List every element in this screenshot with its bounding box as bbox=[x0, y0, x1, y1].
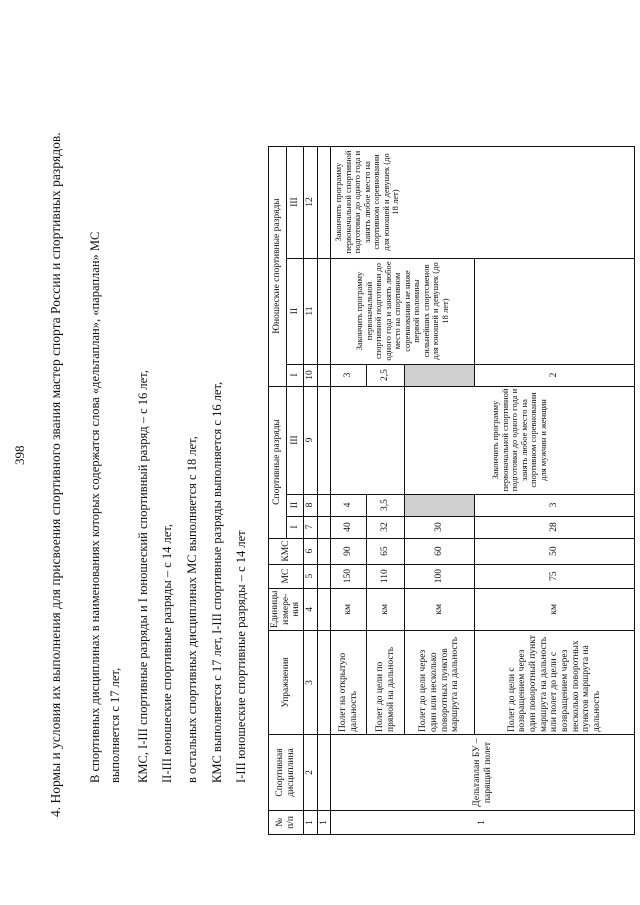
rank-2-shaded-cell bbox=[405, 494, 475, 516]
col-number-3: 3 bbox=[303, 631, 317, 735]
header-rank-1: I bbox=[287, 516, 303, 538]
section-empty bbox=[317, 735, 331, 811]
paragraph-1-continued: выполняется с 17 лет, bbox=[108, 667, 122, 783]
youth-1-cell: 2,5 bbox=[367, 364, 405, 386]
section-empty bbox=[317, 588, 331, 630]
kms-cell: 90 bbox=[331, 538, 367, 564]
rank-3-condition: Закончить программу первоначальной спортивной подготовки до одного года и занять любое место на спортивном соревновании для мужчин и женщин bbox=[405, 386, 635, 494]
youth-1-cell: 2 bbox=[475, 364, 635, 386]
section-empty bbox=[317, 538, 331, 564]
col-number-2: 2 bbox=[303, 735, 317, 811]
unit-cell: км bbox=[475, 588, 635, 630]
ms-cell: 150 bbox=[331, 564, 367, 588]
youth-1-shaded-cell bbox=[405, 364, 475, 386]
header-exercises: Упражнения bbox=[269, 631, 304, 735]
unit-cell: км bbox=[405, 588, 475, 630]
header-ms: МС bbox=[269, 564, 304, 588]
header-youth-ranks: Юношеские спортивные разряды bbox=[269, 146, 287, 386]
rank-2-cell: 3,5 bbox=[367, 494, 405, 516]
col-number-7: 7 bbox=[303, 516, 317, 538]
rank-2-cell: 3 bbox=[475, 494, 635, 516]
rank-1-cell: 40 bbox=[331, 516, 367, 538]
ms-cell: 110 bbox=[367, 564, 405, 588]
row-number: 1 bbox=[331, 811, 635, 835]
exercise-cell: Полет на открытую дальность bbox=[331, 631, 367, 735]
section-empty bbox=[317, 364, 331, 386]
kms-cell: 65 bbox=[367, 538, 405, 564]
rank-3-empty bbox=[331, 386, 405, 494]
header-kms: КМС bbox=[269, 538, 304, 564]
header-youth-3: III bbox=[287, 146, 303, 258]
unit-cell: км bbox=[367, 588, 405, 630]
section-empty bbox=[317, 258, 331, 364]
header-rank-3: III bbox=[287, 386, 303, 494]
col-number-11: 11 bbox=[303, 258, 317, 364]
exercise-cell: Полет до цели с возвращением через один поворотный пункт маршрута на дальность или полет до цели с возвращением через несколько поворотных пунктов маршрута на дальность bbox=[475, 631, 635, 735]
norms-table bbox=[268, 146, 635, 835]
col-number-5: 5 bbox=[303, 564, 317, 588]
section-empty bbox=[317, 146, 331, 258]
section-empty bbox=[317, 631, 331, 735]
discipline-cell: Дельтаплан БУ – парящий полет bbox=[331, 735, 635, 811]
col-number-9: 9 bbox=[303, 386, 317, 494]
ms-cell: 100 bbox=[405, 564, 475, 588]
rank-1-cell: 32 bbox=[367, 516, 405, 538]
header-youth-1: I bbox=[287, 364, 303, 386]
paragraph-4: в остальных спортивных дисциплинах МС выполняется с 18 лет, bbox=[185, 436, 199, 783]
youth-1-cell: 3 bbox=[331, 364, 367, 386]
header-num: № п/п bbox=[269, 811, 304, 835]
section-empty bbox=[317, 494, 331, 516]
col-number-10: 10 bbox=[303, 364, 317, 386]
exercise-cell: Полет до цели по прямой на дальность bbox=[367, 631, 405, 735]
youth-3-condition: Закончить программу первоначальной спортивной подготовки до одного года и занять любое место на спортивном соревновании для юношей и девушек (до 18 лет) bbox=[331, 146, 635, 258]
header-units: Единицы измере-ния bbox=[269, 588, 304, 630]
header-discipline: Спортивная дисциплина bbox=[269, 735, 304, 811]
section-empty bbox=[317, 516, 331, 538]
rank-1-cell: 30 bbox=[405, 516, 475, 538]
paragraph-6: I-III юношеские спортивные разряды – с 14 лет bbox=[234, 530, 248, 783]
header-youth-2: II bbox=[287, 258, 303, 364]
section-heading: 4. Нормы и условия их выполнения для присвоения спортивного звания мастер спорта России и спортивных разрядов. bbox=[48, 132, 63, 817]
col-number-8: 8 bbox=[303, 494, 317, 516]
paragraph-5: КМС выполняется с 17 лет, I-III спортивные разряды выполняется с 16 лет, bbox=[210, 381, 224, 783]
youth-2-condition: Закончить программу первоначальной спортивной подготовки до одного года и занять любое место на спортивном соревновании не ниже первой половины сильнейших спортсменов для юношей и девушек (до 18 лет) bbox=[331, 258, 475, 364]
exercise-cell: Полет до цели через один или несколько поворотных пунктов маршрута на дальность bbox=[405, 631, 475, 735]
col-number-4: 4 bbox=[303, 588, 317, 630]
page-number: 398 bbox=[12, 445, 27, 465]
kms-cell: 50 bbox=[475, 538, 635, 564]
section-number: 1 bbox=[317, 811, 331, 835]
kms-cell: 60 bbox=[405, 538, 475, 564]
paragraph-3: II-III юношеские спортивные разряды – с 14 лет, bbox=[160, 524, 174, 783]
header-rank-2: II bbox=[287, 494, 303, 516]
ms-cell: 75 bbox=[475, 564, 635, 588]
section-empty bbox=[317, 564, 331, 588]
rank-2-cell: 4 bbox=[331, 494, 367, 516]
youth-2-empty bbox=[475, 258, 635, 364]
col-number-6: 6 bbox=[303, 538, 317, 564]
header-sport-ranks: Спортивные разряды bbox=[269, 386, 287, 538]
section-empty bbox=[317, 386, 331, 494]
col-number-12: 12 bbox=[303, 146, 317, 258]
col-number-1: 1 bbox=[303, 811, 317, 835]
paragraph-1: В спортивных дисциплинах в наименованиях которых содержатся слова «дельтаплан», «параплан» МС bbox=[88, 231, 102, 783]
paragraph-2: КМС, I-III спортивные разряды и I юношеский спортивный разряд – с 16 лет, bbox=[136, 370, 150, 783]
rank-1-cell: 28 bbox=[475, 516, 635, 538]
unit-cell: км bbox=[331, 588, 367, 630]
